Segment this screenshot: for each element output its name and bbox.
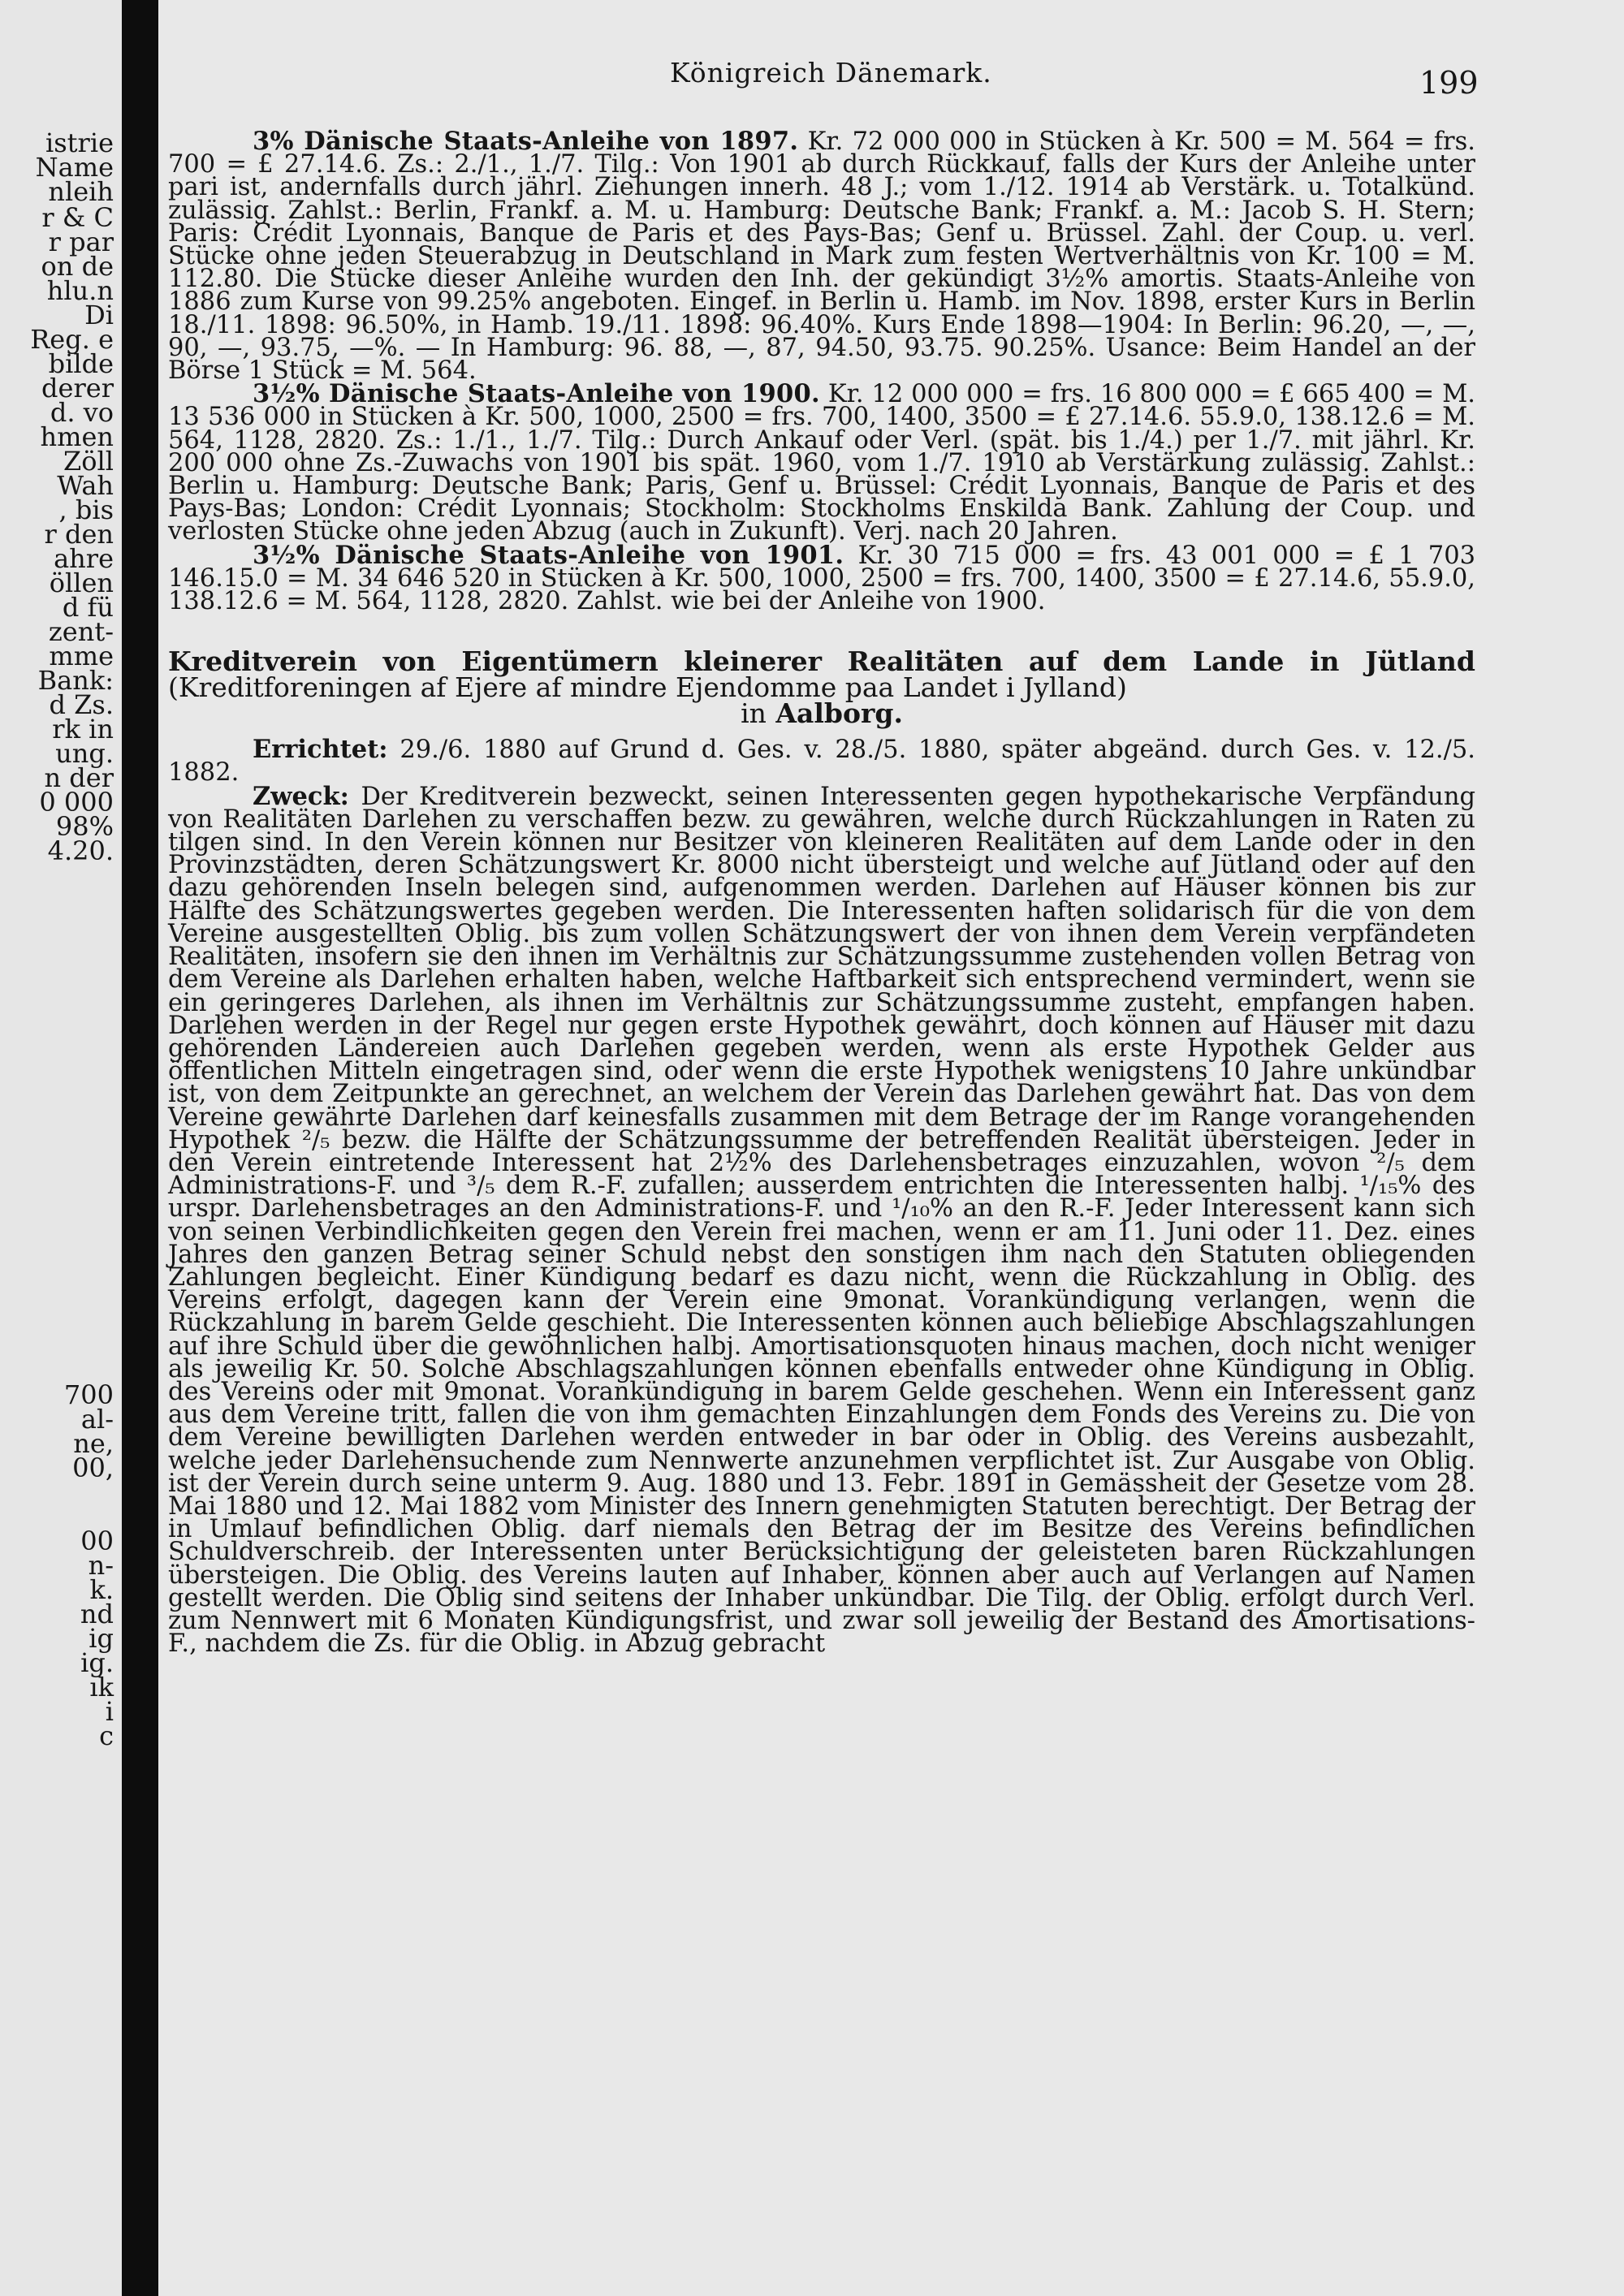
adjacent-page-fragment: Bank: [37, 665, 114, 696]
loan-1901-text: Kr. 30 715 000 = frs. 43 001 000 = £ 1 703 146.15.0 = M. 34 646 520 in Stücken à Kr. 500, 1000, 2500 = frs. 700, 1400, 3500 = £ 27.14.6, 55.9.0, 138.12.6 = M. 564, 1128, 2820. Zahlst. wie bei der Anleihe von 1900. [168, 541, 1475, 616]
adjacent-page-fragment: d Zs. [49, 689, 114, 720]
adjacent-page-fragment: 4.20. [47, 835, 114, 866]
adjacent-page-fragment: , bis [58, 494, 114, 525]
adjacent-page-fragment: Name [35, 152, 114, 183]
adjacent-page-fragment: öllen [49, 568, 114, 598]
errichtet-text: 29./6. 1880 auf Grund d. Ges. v. 28./5. 1880, später abgeänd. durch Ges. v. 12./5. 1882. [168, 736, 1475, 788]
adjacent-page-fragment: 98% [55, 811, 114, 842]
book-spine-shadow [122, 0, 158, 2296]
adjacent-page-fragment: mme [49, 641, 114, 671]
loan-1900-heading: 3½% Dänische Staats-Anleihe von 1900. [253, 379, 820, 409]
running-head: Königreich Dänemark. [670, 57, 992, 88]
adjacent-page-fragment: ahre [54, 543, 114, 574]
loan-1901-entry [168, 540, 1475, 616]
section-title-city: Aalborg. [775, 697, 903, 730]
zweck-text: Der Kreditverein bezweckt, seinen Interessenten gegen hypothekarische Verpfändung von Realitäten Darlehen zu verschaffen bezw. zu gewähren, welche durch Rückzahlungen in Raten zu tilgen sind. In den Verein können nur Besitzer von kleineren Realitäten auf dem Lande oder in den Provinzstädten, deren Schätzungswert Kr. 8000 nicht übersteigt und welche auf Jütland oder auf den dazu gehörenden Inseln belegen sind, aufgenommen werden. Darlehen auf Häuser können bis zur Hälfte des Schätzungswertes gegeben werden. Die Interessenten haften solidarisch für die von dem Vereine ausgestellten Oblig. bis zum vollen Schätzungswert der von ihnen dem Verein verpfändeten Realitäten, insofern sie den ihnen im Verhältnis zur Schätzungssumme zustehenden vollen Betrag von dem Vereine als Darlehen erhalten haben, welche Haftbarkeit sich entsprechend vermindert, wenn sie ein geringeres Darlehen, als ihnen im Verhältnis zur Schätzungssumme zusteht, empfangen haben. Darlehen werden in der Regel nur gegen erste Hypothek gewährt, doch können auf Häuser mit dazu gehörenden Ländereien auch Darlehen gegeben werden, wenn als erste Hypothek Gelder aus öffentlichen Mitteln eingetragen sind, oder wenn die erste Hypothek wenigstens 10 Jahre unkündbar ist, von dem Zeitpunkte an gerechnet, an welchem der Verein das Darlehen gewährt hat. Das von dem Vereine gewährte Darlehen darf keinesfalls zusammen mit dem Betrage der im Range vorangehenden Hypothek ²/₅ bezw. die Hälfte der Schätzungssumme der betreffenden Realität übersteigen. Jeder in den Verein eintretende Interessent hat 2½% des Darlehensbetrages einzuzahlen, wovon ²/₅ dem Administrations-F. und ³/₅ dem R.-F. zufallen; ausserdem entrichten die Interessenten halbj. ¹/₁₅% des urspr. Darlehensbetrages an den Administrations-F. und ¹/₁₀% an den R.-F. Jeder Interessent kann sich von seinen Verbindlichkeiten gegen den Verein frei machen, wenn er am 11. Juni oder 11. Dez. eines Jahres den ganzen Betrag seiner Schuld nebst den sonstigen ihm nach den Statuten obliegenden Zahlungen begleicht. Einer Kündigung bedarf es dazu nicht, wenn die Rückzahlung in Oblig. des Vereins erfolgt, dagegen kann der Verein eine 9monat. Vorankündigung verlangen, wenn die Rückzahlung in barem Gelde geschieht. Die Interessenten können auch beliebige Abschlagszahlungen auf ihre Schuld über die gewöhnlichen halbj. Amortisationsquoten hinaus machen, doch nicht weniger als jeweilig Kr. 50. Solche Abschlagszahlungen können ebenfalls entweder ohne Kündigung in Oblig. des Vereins oder mit 9monat. Vorankündigung in barem Gelde geschehen. Wenn ein Interessent ganz aus dem Vereine tritt, fallen die von ihm gemachten Einzahlungen dem Fonds des Vereins zu. Die von dem Vereine bewilligten Darlehen werden entweder in bar oder in Oblig. des Vereins ausbezahlt, welche jeder Darlehensuchende zum Nennwerte anzunehmen verpflichtet ist. Zur Ausgabe von Oblig. ist der Verein durch seine unterm 9. Aug. 1880 und 13. Febr. 1891 in Gemässheit der Gesetze vom 28. Mai 1880 und 12. Mai 1882 vom Minister des Innern genehmigten Statuten berechtigt. Der Betrag der in Umlauf befindlichen Oblig. darf niemals den Betrag der im Besitze des Vereins befindlichen Schuldverschreib. der Interessenten unter Berücksichtigung der geleisteten baren Rückzahlungen übersteigen. Die Oblig. des Vereins lauten auf Inhaber, können aber auch auf Verlangen auf Namen gestellt werden. Die Oblig sind seitens der Inhaber unkündbar. Die Tilg. der Oblig. erfolgt durch Verl. zum Nennwert mit 6 Monaten Kündigungsfrist, und zwar soll jeweilig der Bestand des Amortisations-F., nachdem die Zs. für die Oblig. in Abzug gebracht [168, 782, 1475, 1659]
adjacent-page-fragment: ık [89, 1672, 114, 1703]
adjacent-page-fragment: r & C [41, 202, 114, 233]
adjacent-page-strip [0, 0, 122, 2296]
adjacent-page-fragment: derer [41, 373, 114, 404]
adjacent-page-fragment: 00, [72, 1452, 114, 1483]
adjacent-page-fragment: istrie [45, 127, 114, 158]
adjacent-page-fragment: n der [44, 762, 114, 793]
adjacent-page-fragment: ig [89, 1623, 114, 1654]
adjacent-page-fragment: 700 [63, 1379, 114, 1410]
loan-1897-text: Kr. 72 000 000 in Stücken à Kr. 500 = M. 564 = frs. 700 = £ 27.14.6. Zs.: 2./1., 1./7. Tilg.: Von 1901 ab durch Rückkauf, falls der Kurs der Anleihe unter pari ist, andernfalls durch jährl. Ziehungen innerh. 48 J.; vom 1./12. 1914 ab Verstärk. u. Totalkünd. zulässig. Zahlst.: Berlin, Frankf. a. M. u. Hamburg: Deutsche Bank; Frankf. a. M.: Jacob S. H. Stern; Paris: Crédit Lyonnais, Banque de Paris et des Pays-Bas; Genf u. Brüssel. Zahl. der Coup. u. verl. Stücke ohne jeden Steuerabzug in Deutschland in Mark zum festen Wertverhältnis von Kr. 100 = M. 112.80. Die Stücke dieser Anleihe wurden den Inh. der gekündigt 3½% amortis. Staats-Anleihe von 1886 zum Kurse von 99.25% angeboten. Eingef. in Berlin u. Hamb. im Nov. 1898, erster Kurs in Berlin 18./11. 1898: 96.50%, in Hamb. 19./11. 1898: 96.40%. Kurs Ende 1898—1904: In Berlin: 96.20, —, —, 90, —, 93.75, —%. — In Hamburg: 96. 88, —, 87, 94.50, 93.75. 90.25%. Usance: Beim Handel an der Börse 1 Stück = M. 564. [168, 127, 1475, 386]
adjacent-page-fragment: nleih [48, 176, 114, 207]
adjacent-page-fragment: bilde [48, 348, 114, 379]
zweck-paragraph [168, 781, 1475, 1659]
adjacent-page-fragment: Di [84, 300, 114, 330]
adjacent-page-fragment: nd [80, 1599, 114, 1629]
adjacent-page-fragment: rk in [52, 714, 114, 744]
zweck-label: Zweck: [253, 781, 349, 811]
adjacent-page-fragment: r den [44, 519, 114, 550]
adjacent-page-fragment: ung. [55, 738, 114, 769]
loan-1897-heading: 3% Dänische Staats-Anleihe von 1897. [253, 127, 799, 156]
section-title-danish: (Kreditforeningen af Ejere af mindre Ejendomme paa Landet i Jylland) [168, 671, 1127, 704]
loan-1900-entry [168, 379, 1475, 546]
adjacent-page-fragment: ig. [80, 1647, 114, 1678]
adjacent-page-fragment: Reg. e [30, 324, 114, 355]
adjacent-page-fragment: c [99, 1720, 114, 1751]
adjacent-page-fragment: n- [88, 1550, 114, 1581]
adjacent-page-fragment: zent- [48, 616, 114, 647]
adjacent-page-fragment: 0 000 [39, 787, 114, 818]
loan-1900-text: Kr. 12 000 000 = frs. 16 800 000 = £ 665 400 = M. 13 536 000 in Stücken à Kr. 500, 1000, 2500 = frs. 700, 1400, 3500 = £ 27.14.6. 55.9.0, 138.12.6 = M. 564, 1128, 2820. Zs.: 1./1., 1./7. Tilg.: Durch Ankauf oder Verl. (spät. bis 1./4.) per 1./7. mit jährl. Kr. 200 000 ohne Zs.-Zuwachs von 1901 bis spät. 1960, vom 1./7. 1910 ab Verstärkung zulässig. Zahlst.: Berlin u. Hamburg: Deutsche Bank; Paris, Genf u. Brüssel: Crédit Lyonnais, Banque de Paris et des Pays-Bas; London: Crédit Lyonnais; Stockholm: Stockholms Enskilda Bank. Zahlung der Coup. und verlosten Stücke ohne jeden Abzug (auch in Zukunft). Verj. nach 20 Jahren. [168, 380, 1475, 546]
adjacent-page-fragment: r par [48, 227, 114, 257]
errichtet-paragraph [168, 735, 1475, 788]
adjacent-page-fragment: hlu.n [46, 275, 114, 306]
adjacent-page-fragment: al- [80, 1404, 114, 1435]
errichtet-label: Errichtet: [253, 735, 388, 765]
adjacent-page-fragment: i [105, 1696, 114, 1727]
loan-1901-heading: 3½% Dänische Staats-Anleihe von 1901. [253, 540, 844, 570]
page-number: 199 [1419, 65, 1479, 101]
adjacent-page-fragment: ne, [73, 1428, 114, 1459]
section-title-in: in [741, 697, 767, 730]
adjacent-page-fragment: k. [89, 1574, 114, 1605]
section-title [168, 645, 1475, 730]
page [158, 0, 1624, 2296]
loan-1897-entry [168, 127, 1475, 386]
adjacent-page-fragment: d fü [62, 592, 114, 623]
page-header [158, 57, 1624, 106]
adjacent-page-fragment: hmen [40, 421, 114, 452]
section-title-main: Kreditverein von Eigentümern kleinerer Realitäten auf dem Lande in Jütland [168, 645, 1475, 678]
adjacent-page-fragment: 00 [80, 1526, 114, 1556]
section-title-city-line [168, 697, 1475, 730]
adjacent-page-fragment: on de [41, 251, 114, 282]
adjacent-page-fragment: Zöll [63, 446, 114, 477]
adjacent-page-fragment: d. vo [50, 397, 114, 428]
adjacent-page-fragment: Wah [57, 470, 114, 501]
page-body [168, 127, 1475, 1659]
